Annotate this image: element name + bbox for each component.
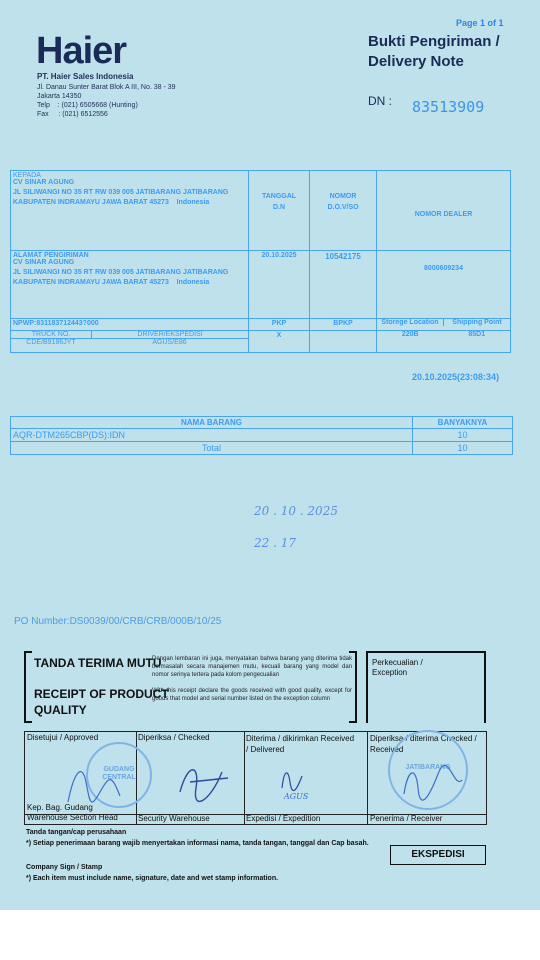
- company-address-1: Jl. Danau Sunter Barat Blok A III, No. 38 - 39: [37, 84, 176, 91]
- signature-approved: [68, 772, 120, 802]
- item-row-name: AQR-DTM265CBP(DS):IDN: [11, 429, 413, 442]
- truck-number: CDE/B9186JYT: [26, 339, 76, 346]
- print-timestamp: 20.10.2025(23:08:34): [412, 372, 500, 382]
- signature-receiver: [398, 760, 468, 804]
- shipping-point-label: Shipping Point: [452, 319, 502, 326]
- recipient-addr2: KABUPATEN INDRAMAYU JAWA BARAT 45273 Indonesia: [13, 199, 210, 206]
- tanggal-label: TANGGAL: [261, 193, 297, 200]
- driver-name: AGUS/E86: [152, 339, 187, 346]
- receipt-top-tick: [24, 651, 32, 653]
- recipient-addr1: JL SILIWANGI NO 35 RT RW 039 005 JATIBARANG JATIBARANG: [13, 189, 229, 196]
- shipping-name: CV SINAR AGUNG: [13, 259, 75, 266]
- doc-title-line2: Delivery Note: [368, 53, 464, 70]
- driver-label: DRIVER/EKSPEDISI: [137, 331, 203, 338]
- sig-approved: Disetujui / Approved: [27, 733, 99, 742]
- location-values: [377, 331, 511, 353]
- nomor-label: NOMOR: [329, 193, 357, 200]
- footer-line4: *) Each item must include name, signature, date and wet stamp information.: [26, 875, 279, 882]
- sig-divider-3: [367, 732, 368, 824]
- shipping-label: ALAMAT PENGIRIMAN: [13, 252, 89, 259]
- signature-expedition: [276, 766, 316, 794]
- shipping-dealer-no: 8000609234: [377, 251, 511, 319]
- bpkp-label: BPKP: [310, 319, 377, 331]
- receipt-mid-bar: [355, 651, 357, 723]
- npwp-value: NPWP:831183712443?000: [11, 319, 249, 331]
- tanggal-sub: D.N: [272, 204, 286, 211]
- doc-title-line1: Bukti Pengiriman /: [368, 33, 500, 50]
- footer-line1: Tanda tangan/cap perusahaan: [26, 829, 127, 836]
- footer-line2: *) Setiap penerimaan barang wajib menyertakan informasi nama, tanda tangan, tanggal dan Cap basah.: [26, 840, 369, 847]
- sig-checked-received: Diperiksa / diterima Checked / Received: [370, 734, 477, 754]
- storage-location-label: Storege Location: [377, 319, 444, 326]
- sig-receiver: Penerima / Receiver: [370, 814, 443, 823]
- page-indicator: Page 1 of 1: [456, 18, 504, 28]
- shipping-date: 20.10.2025: [249, 251, 310, 319]
- recipient-cell: [11, 171, 249, 251]
- handwritten-agus: AGUS: [284, 792, 309, 801]
- exception-label: Perkecualian / Exception: [372, 658, 423, 677]
- nomor-header: [310, 171, 377, 251]
- items-table: [10, 416, 513, 455]
- receipt-title-en-1: RECEIPT OF PRODUCT: [34, 687, 169, 701]
- receipt-mid-top: [349, 651, 357, 653]
- handwritten-time: 22 . 17: [254, 536, 296, 550]
- receipt-bottom-tick: [24, 721, 32, 723]
- warehouse-stamp-text: GUDANG CENTRAL: [102, 766, 136, 781]
- company-telp: Telp : (021) 6505668 (Hunting): [37, 102, 138, 109]
- bpkp-value: [310, 331, 377, 353]
- truck-driver-cell: [11, 331, 249, 353]
- storage-location-value: 220B: [401, 331, 419, 338]
- receipt-left-bar: [24, 651, 26, 723]
- footer-line3: Company Sign / Stamp: [26, 864, 103, 871]
- handwritten-date: 20 . 10 . 2025: [254, 504, 338, 518]
- location-headers: [377, 319, 511, 331]
- shipping-addr1: JL SILIWANGI NO 35 RT RW 039 005 JATIBARANG JATIBARANG: [13, 269, 229, 276]
- truck-label: TRUCK NO.: [11, 331, 92, 338]
- item-row-qty: 10: [413, 429, 513, 442]
- exception-box: [366, 651, 486, 723]
- handwritten-signatures: [60, 752, 240, 814]
- shipping-order-no: 10542175: [310, 251, 377, 319]
- shipping-point-value: 85D1: [468, 331, 486, 338]
- pkp-label: PKP: [249, 319, 310, 331]
- tanggal-header: [249, 171, 310, 251]
- nomor-sub: D.O.V/SO: [327, 204, 359, 211]
- dealer-header: NOMOR DEALER: [377, 171, 511, 251]
- recipient-name: CV SINAR AGUNG: [13, 179, 75, 186]
- haier-logo: Haier: [36, 30, 127, 72]
- shipping-addr2: KABUPATEN INDRAMAYU JAWA BARAT 45273 Indonesia: [13, 279, 210, 286]
- sig-warehouse-head: Kep. Bag. Gudang Warehouse Section Head: [27, 803, 118, 822]
- ekspedisi-box: EKSPEDISI: [390, 845, 486, 865]
- receipt-mid-bottom: [349, 721, 357, 723]
- receiver-stamp-text: JATIBARANG: [405, 764, 451, 771]
- receipt-text-id: Dengan lembaran ini juga, menyatakan bahwa barang yang diterima tidak bermasalah secara manajemen mutu, kecuali barang yang model dan nomor serinya tertera pada kolom pengecualian: [152, 656, 352, 678]
- receipt-title-id: TANDA TERIMA MUTU: [34, 656, 162, 670]
- sig-security: Security Warehouse: [138, 814, 210, 823]
- shipping-cell: [11, 251, 249, 319]
- signature-checked: [180, 770, 228, 802]
- items-name-header: NAMA BARANG: [11, 417, 413, 429]
- po-number: PO Number:DS0039/00/CRB/CRB/000B/10/25: [14, 616, 222, 627]
- sig-expedition: Expedisi / Expedition: [246, 814, 321, 823]
- company-address-2: Jakarta 14350: [37, 93, 82, 100]
- items-total-label: Total: [11, 442, 413, 455]
- dn-label: DN :: [368, 94, 392, 108]
- dn-number: 83513909: [412, 98, 485, 116]
- recipient-table: [10, 170, 511, 353]
- sig-divider-2: [244, 732, 245, 824]
- sig-checked: Diperiksa / Checked: [138, 733, 210, 742]
- company-name: PT. Haier Sales Indonesia: [37, 72, 134, 81]
- receipt-title-en-2: QUALITY: [34, 703, 87, 717]
- kepada-label: KEPADA: [13, 172, 41, 179]
- items-total-value: 10: [413, 442, 513, 455]
- items-qty-header: BANYAKNYA: [413, 417, 513, 429]
- sig-received-delivered: Diterima / dikirimkan Received / Delivered: [246, 734, 355, 754]
- receipt-text-en: With this receipt declare the goods received with good quality, except for goods that model and serial number listed on the exception column: [152, 688, 352, 702]
- pkp-value: X: [249, 331, 310, 353]
- company-fax: Fax : (021) 6512556: [37, 111, 108, 118]
